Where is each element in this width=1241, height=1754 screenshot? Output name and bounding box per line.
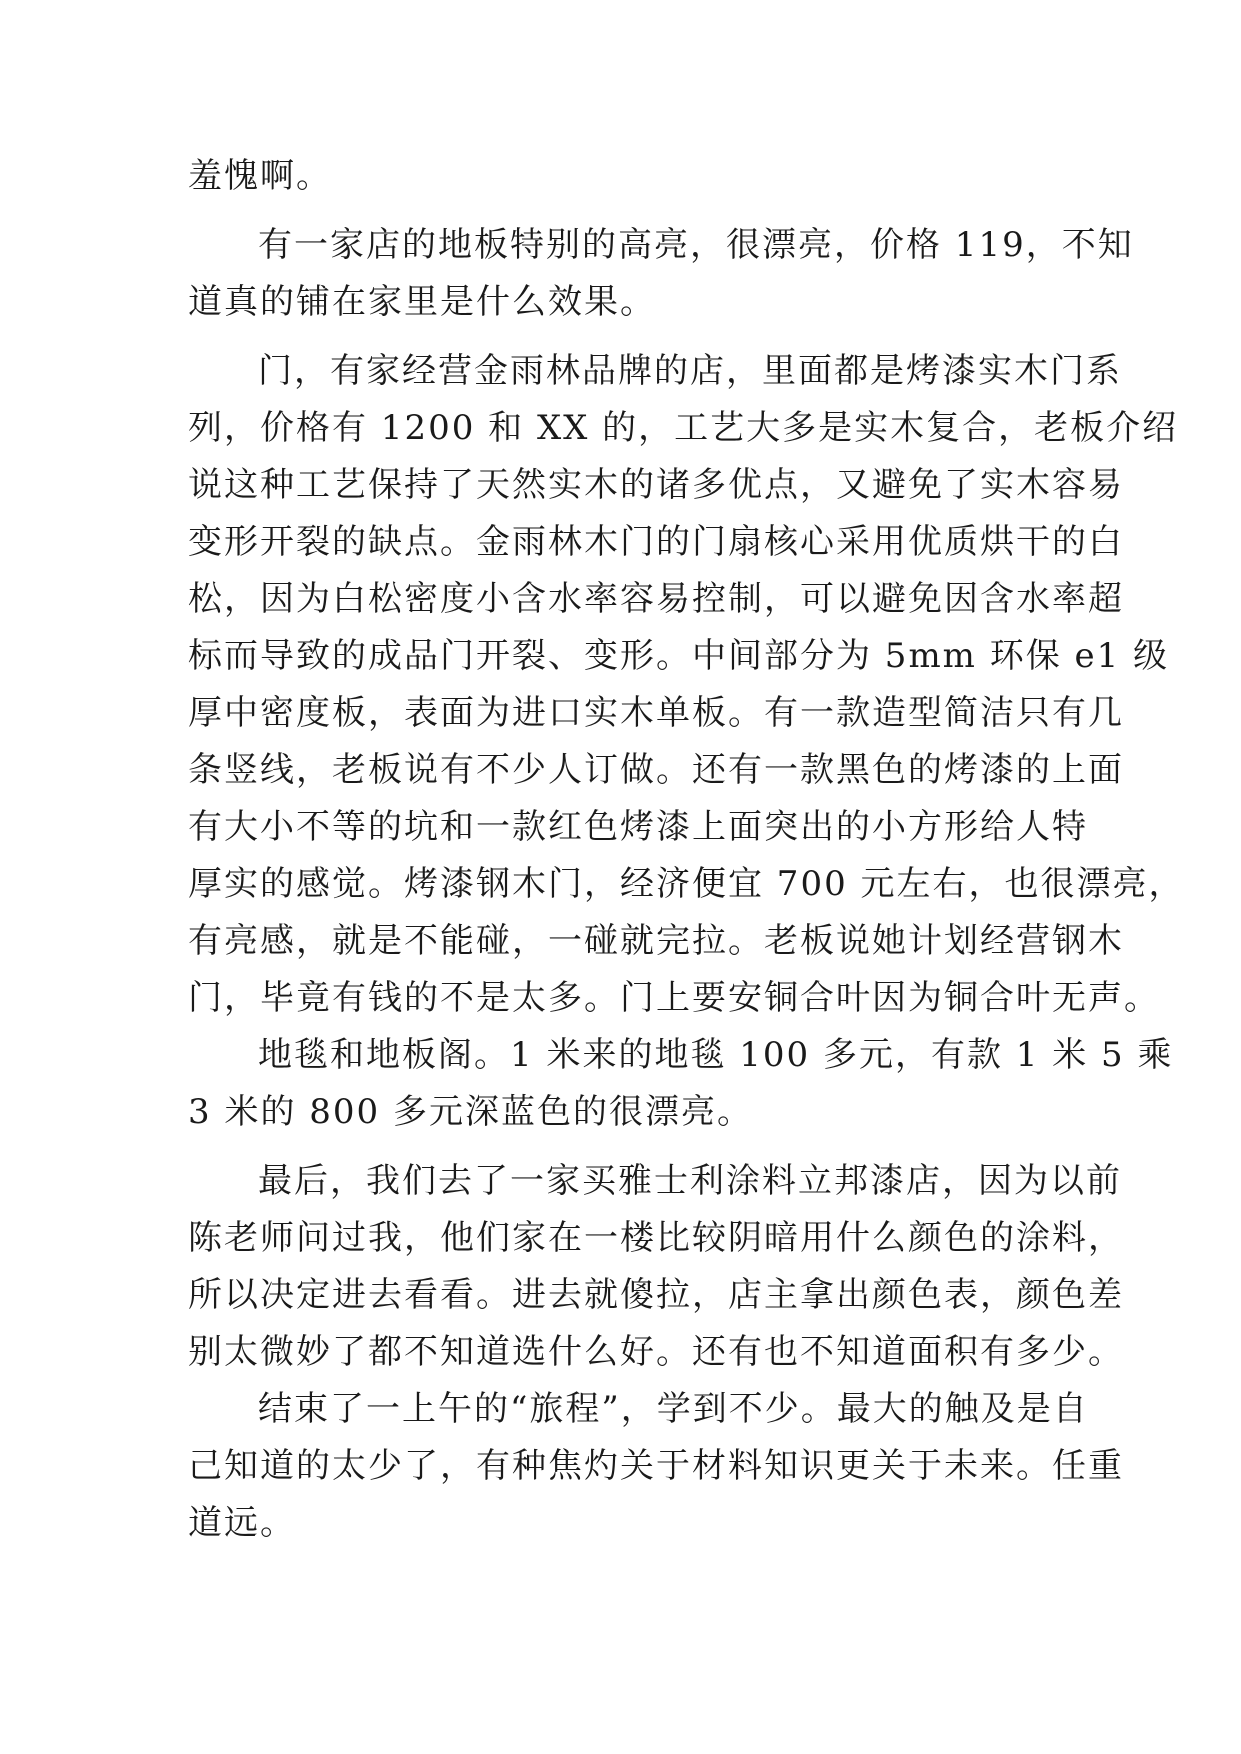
text-line: 变形开裂的缺点。金雨林木门的门扇核心采用优质烘干的白 (188, 522, 1124, 562)
body-text (188, 148, 1185, 1552)
text-line: 道远。 (188, 1503, 296, 1543)
text-line: 厚中密度板，表面为进口实木单板。有一款造型简洁只有几 (188, 693, 1124, 733)
text-line: 有亮感，就是不能碰，一碰就完拉。老板说她计划经营钢木 (188, 921, 1124, 961)
text-line: 标而导致的成品门开裂、变形。中间部分为 5mm 环保 e1 级 (188, 636, 1170, 676)
text-line: 条竖线，老板说有不少人订做。还有一款黑色的烤漆的上面 (188, 750, 1124, 790)
paragraph-3 (188, 343, 1185, 1027)
paragraph-1 (188, 148, 1058, 205)
text-line: 己知道的太少了，有种焦灼关于材料知识更关于未来。任重 (188, 1446, 1124, 1486)
text-line: 厚实的感觉。烤漆钢木门，经济便宜 700 元左右，也很漂亮， (188, 864, 1185, 904)
text-line: 有一家店的地板特别的高亮，很漂亮，价格 119，不知 (258, 225, 1134, 265)
text-line: 列，价格有 1200 和 XX 的，工艺大多是实木复合，老板介绍 (188, 408, 1179, 448)
text-line: 门，有家经营金雨林品牌的店，里面都是烤漆实木门系 (258, 351, 1122, 391)
text-line: 羞愧啊。 (188, 156, 332, 196)
text-line: 3 米的 800 多元深蓝色的很漂亮。 (188, 1092, 753, 1132)
text-line: 有大小不等的坑和一款红色烤漆上面突出的小方形给人特 (188, 807, 1088, 847)
text-line: 道真的铺在家里是什么效果。 (188, 282, 656, 322)
text-line: 最后，我们去了一家买雅士利涂料立邦漆店，因为以前 (258, 1161, 1122, 1201)
text-line: 门，毕竟有钱的不是太多。门上要安铜合叶因为铜合叶无声。 (188, 978, 1160, 1018)
paragraph-5 (188, 1153, 1124, 1381)
text-line: 别太微妙了都不知道选什么好。还有也不知道面积有多少。 (188, 1332, 1124, 1372)
text-line: 结束了一上午的“旅程”，学到不少。最大的触及是自 (258, 1389, 1089, 1429)
paragraph-2 (188, 217, 1134, 331)
text-line: 说这种工艺保持了天然实木的诸多优点，又避免了实木容易 (188, 465, 1124, 505)
text-line: 松，因为白松密度小含水率容易控制，可以避免因含水率超 (188, 579, 1124, 619)
text-line: 地毯和地板阁。1 米来的地毯 100 多元，有款 1 米 5 乘 (258, 1035, 1174, 1075)
paragraph-6 (188, 1381, 1124, 1552)
text-line: 陈老师问过我，他们家在一楼比较阴暗用什么颜色的涂料， (188, 1218, 1124, 1258)
paragraph-4 (188, 1027, 1174, 1141)
text-line: 所以决定进去看看。进去就傻拉，店主拿出颜色表，颜色差 (188, 1275, 1124, 1315)
